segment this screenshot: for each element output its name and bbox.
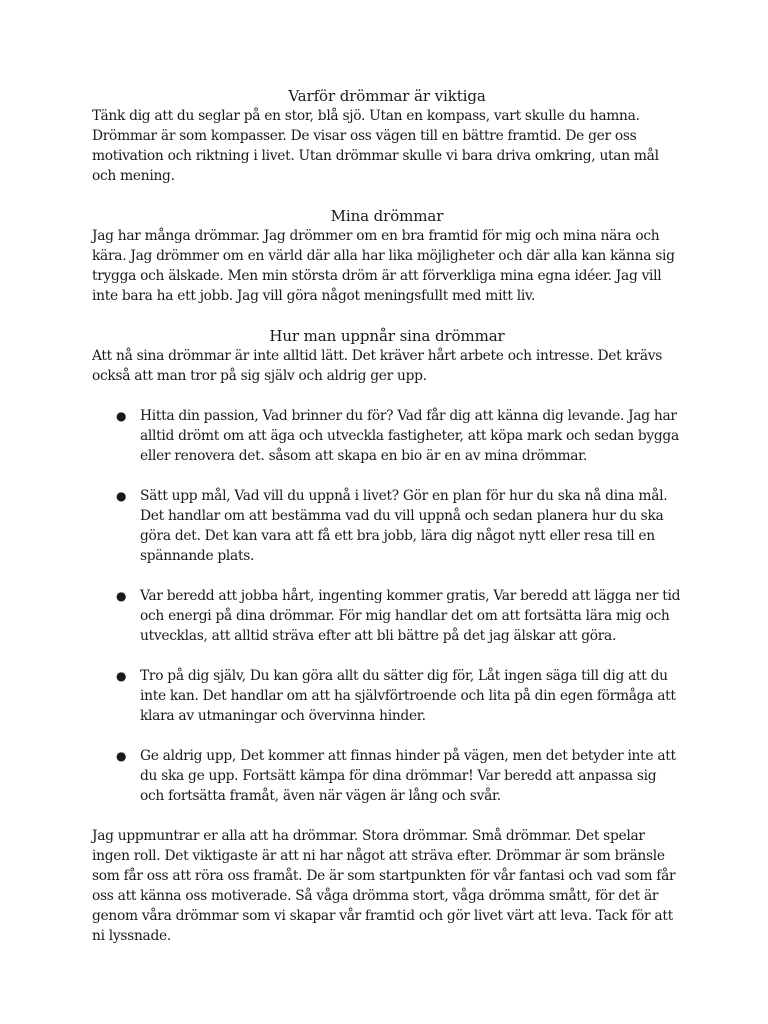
list-item bbox=[92, 406, 682, 466]
closing-paragraph: Jag uppmuntrar er alla att ha drömmar. Stora drömmar. Små drömmar. Det spelar ingen roll. Det viktigaste är att ni har något att sträva efter. Drömmar är som bränsle som får oss att röra oss framåt. De är som startpunkten för vår fantasi och vad som får oss att känna oss motiverade. Så våga drömma stort, våga drömma smått, för det är genom våra drömmar som vi skapar vår framtid och gör livet värt att leva. Tack för att ni lyssnade. bbox=[92, 828, 676, 944]
list-item-text: Ge aldrig upp, Det kommer att finnas hinder på vägen, men det betyder inte att du ska ge upp. Fortsätt kämpa för dina drömmar! Var beredd att anpassa sig och fortsätta framåt, även när vägen är lång och svår. bbox=[140, 748, 676, 804]
list-item-text: Sätt upp mål, Vad vill du uppnå i livet? Gör en plan för hur du ska nå dina mål. Det handlar om att bestämma vad du vill uppnå och sedan planera hur du ska göra det. Det kan vara att få ett bra jobb, lära dig något nytt eller resa till en spännande plats. bbox=[140, 488, 668, 564]
list-item bbox=[92, 666, 682, 726]
section-text-my-dreams: Jag har många drömmar. Jag drömmer om en bra framtid för mig och mina nära och kära. Jag drömmer om en värld där alla har lika möjligheter och där alla kan känna sig trygga och älskade. Men min största dröm är att förverkliga mina egna idéer. Jag vill inte bara ha ett jobb. Jag vill göra något meningsfullt med mitt liv. bbox=[92, 228, 675, 304]
bullet-icon: ● bbox=[116, 749, 127, 763]
tips-list bbox=[92, 406, 682, 806]
list-item bbox=[92, 486, 682, 566]
section-heading-my-dreams: Mina drömmar bbox=[330, 207, 444, 225]
section-text-why-dreams: Tänk dig att du seglar på en stor, blå sjö. Utan en kompass, vart skulle du hamna. Drömmar är som kompasser. De visar oss vägen till en bättre framtid. De ger oss motivation och riktning i livet. Utan drömmar skulle vi bara driva omkring, utan mål och mening. bbox=[92, 108, 659, 184]
bullet-icon: ● bbox=[116, 669, 127, 683]
list-item-text: Var beredd att jobba hårt, ingenting kommer gratis, Var beredd att lägga ner tid och energi på dina drömmar. För mig handlar det om att fortsätta lära mig och utvecklas, att alltid sträva efter att bli bättre på det jag älskar att göra. bbox=[140, 588, 681, 644]
section-text-achieve-dreams: Att nå sina drömmar är inte alltid lätt. Det kräver hårt arbete och intresse. Det krävs också att man tror på sig själv och aldrig ger upp. bbox=[92, 348, 663, 384]
section-heading-why-dreams: Varför drömmar är viktiga bbox=[288, 87, 486, 105]
section-heading-achieve-dreams: Hur man uppnår sina drömmar bbox=[269, 327, 505, 345]
bullet-icon: ● bbox=[116, 489, 127, 503]
list-item bbox=[92, 746, 682, 806]
bullet-icon: ● bbox=[116, 589, 127, 603]
bullet-icon: ● bbox=[116, 409, 127, 423]
list-item-text: Tro på dig själv, Du kan göra allt du sätter dig för, Låt ingen säga till dig att du inte kan. Det handlar om att ha självförtroende och lita på din egen förmåga att klara av utmaningar och övervinna hinder. bbox=[140, 668, 676, 724]
list-item bbox=[92, 586, 682, 646]
document-body bbox=[92, 86, 682, 946]
list-item-text: Hitta din passion, Vad brinner du för? Vad får dig att känna dig levande. Jag har alltid drömt om att äga och utveckla fastigheter, att köpa mark och sedan bygga eller renovera det. såsom att skapa en bio är en av mina drömmar. bbox=[140, 408, 679, 464]
